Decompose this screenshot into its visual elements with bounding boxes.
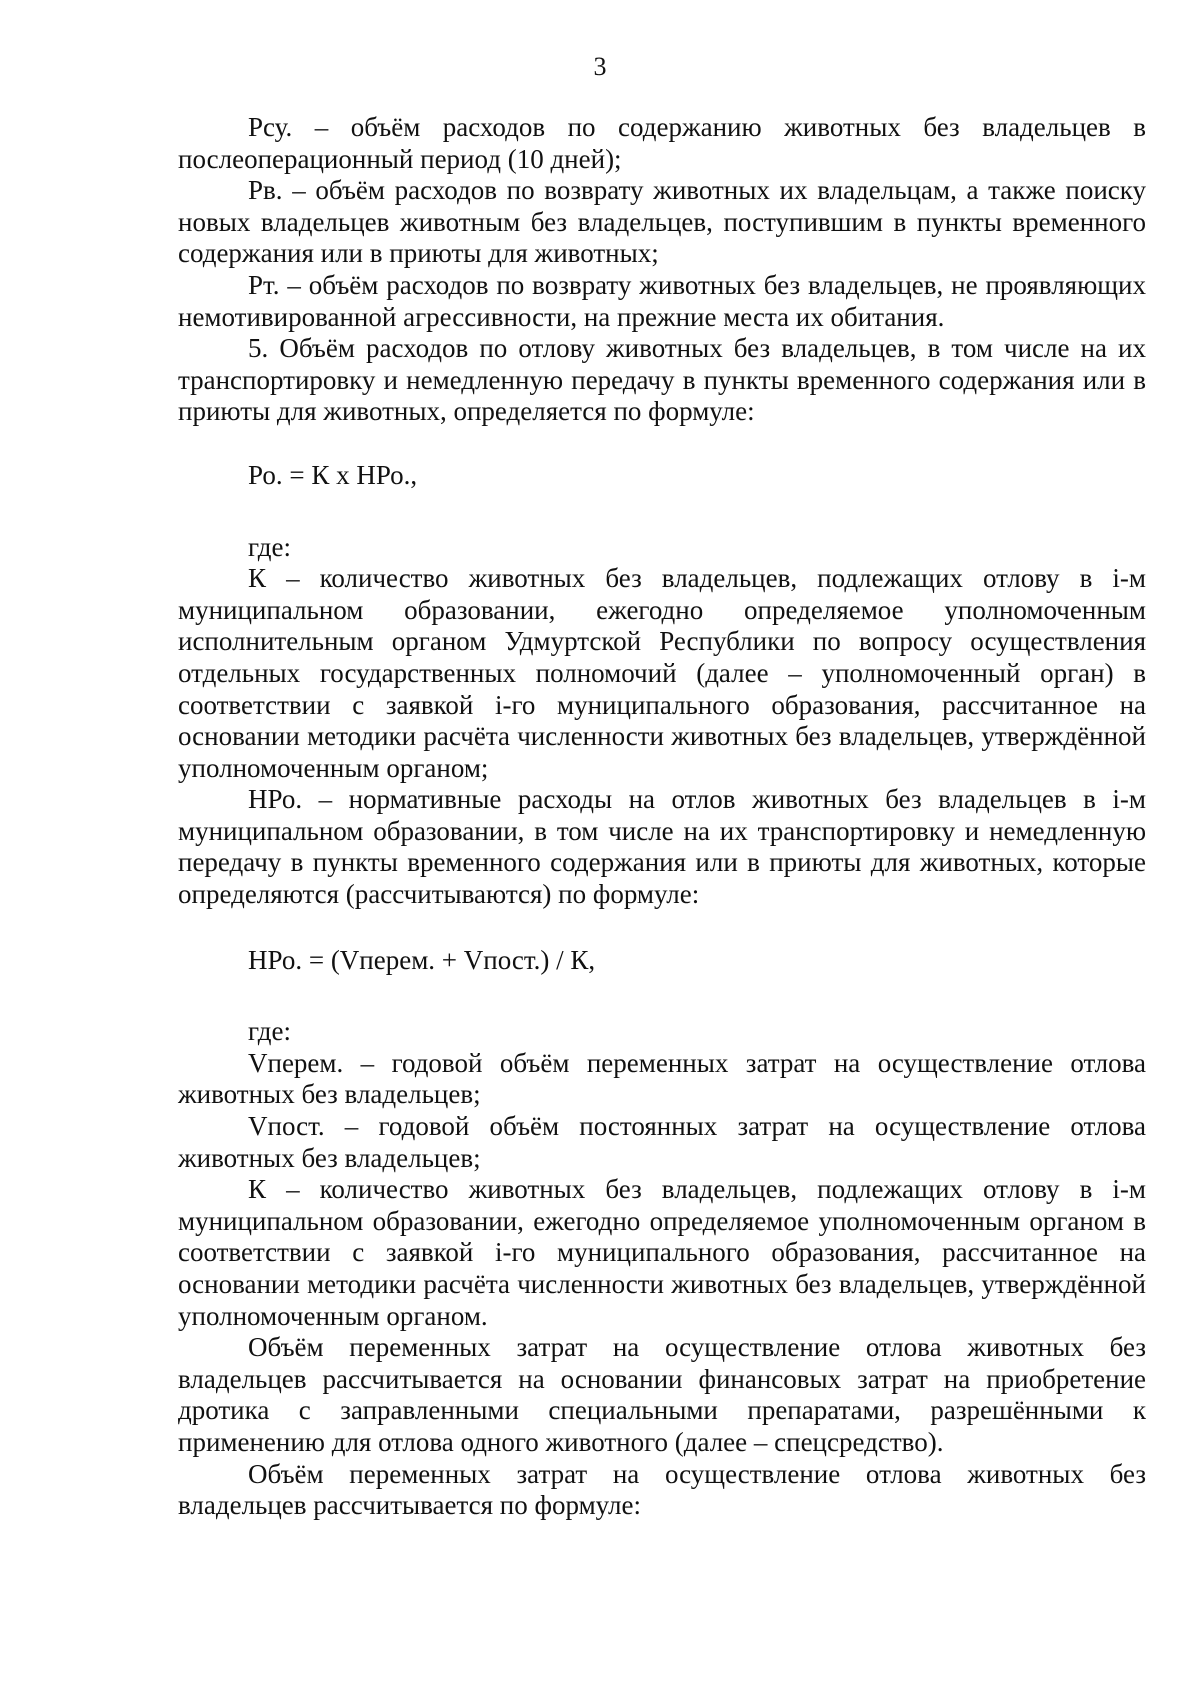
paragraph-k-definition-2: К – количество животных без владельцев, подлежащих отлову в i-м муниципальном образовании, ежегодно определяемое уполномоченным органом в соответствии с заявкой i-го муниципального образования, рассчитанное на основании методики расчёта численности животных без владельцев, утверждённой уполномоченным органом.: [178, 1174, 1146, 1331]
formula-ro: Ро. = К х НРо.,: [248, 459, 418, 490]
paragraph-hro-definition: НРо. – нормативные расходы на отлов животных без владельцев в i-м муниципальном образовании, в том числе на их транспортировку и немедленную передачу в пункты временного содержания или в приюты для животных, которые определяются (рассчитываются) по формуле:: [178, 784, 1146, 910]
page-number: 3: [593, 52, 607, 81]
where-label: где:: [248, 531, 291, 562]
paragraph-vperem: Vперем. – годовой объём переменных затрат на осуществление отлова животных без владельцев;: [178, 1047, 1146, 1110]
document-body: [178, 112, 1146, 1522]
formula-hro: НРо. = (Vперем. + Vпост.) / К,: [248, 944, 596, 975]
paragraph-item-5: 5. Объём расходов по отлову животных без владельцев, в том числе на их транспортировку и немедленную передачу в пункты временного содержания или в приюты для животных, определяется по формуле:: [178, 333, 1146, 427]
paragraph-k-definition: К – количество животных без владельцев, подлежащих отлову в i-м муниципальном образовании, ежегодно определяемое уполномоченным исполнительным органом Удмуртской Республики по вопросу осуществления отдельных государственных полномочий (далее – уполномоченный орган) в соответствии с заявкой i-го муниципального образования, рассчитанное на основании методики расчёта численности животных без владельцев, утверждённой уполномоченным органом;: [178, 563, 1146, 783]
paragraph-vpost: Vпост. – годовой объём постоянных затрат на осуществление отлова животных без владельцев;: [178, 1111, 1146, 1173]
where-label-2: где:: [248, 1016, 291, 1047]
paragraph-variable-costs-formula-intro: Объём переменных затрат на осуществление отлова животных без владельцев рассчитывается по формуле:: [178, 1458, 1146, 1521]
paragraph-rv: Рв. – объём расходов по возврату животных их владельцам, а также поиску новых владельцев животным без владельцев, поступившим в пункты временного содержания или в приюты для животных;: [178, 175, 1146, 269]
paragraph-rsu: Рсу. – объём расходов по содержанию животных без владельцев в послеоперационный период (10 дней);: [178, 112, 1146, 174]
paragraph-rt: Рт. – объём расходов по возврату животных без владельцев, не проявляющих немотивированной агрессивности, на прежние места их обитания.: [178, 269, 1146, 332]
paragraph-variable-costs: Объём переменных затрат на осуществление отлова животных без владельцев рассчитывается на основании финансовых затрат на приобретение дротика с заправленными специальными препаратами, разрешёнными к применению для отлова одного животного (далее – спецсредство).: [178, 1332, 1146, 1457]
